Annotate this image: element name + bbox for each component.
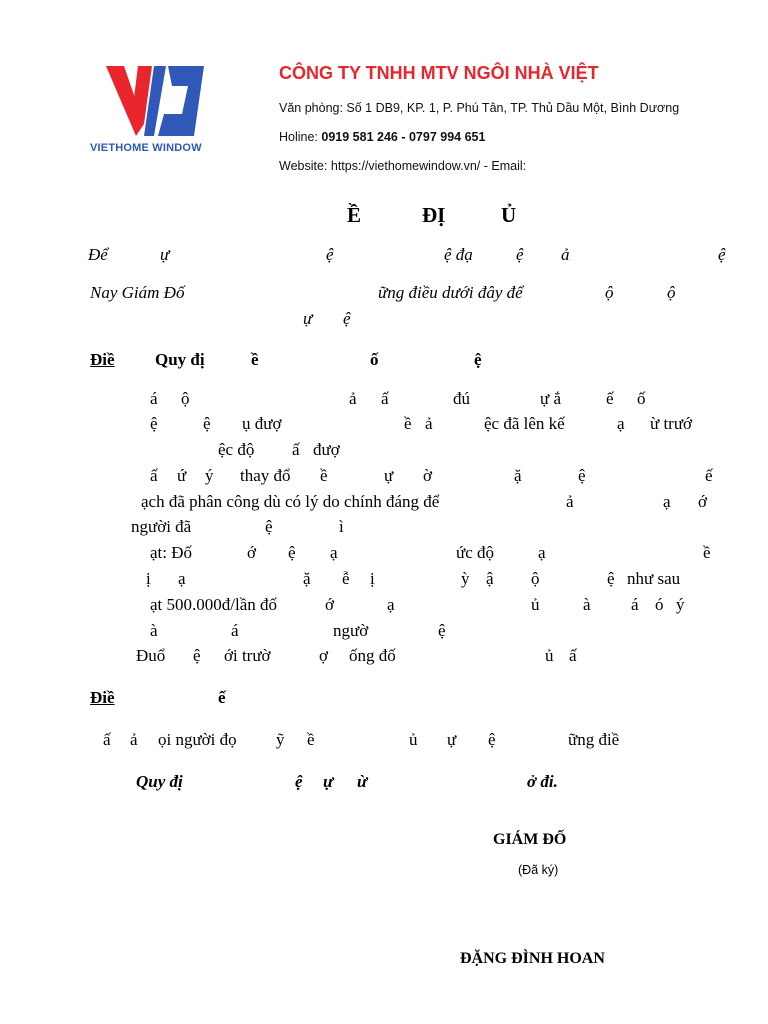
article1-fragment: thay đổ [240, 466, 291, 485]
article1-fragment: ờ [423, 466, 432, 485]
article1-fragment: á [150, 389, 158, 408]
article1-fragment: ệc độ [218, 440, 255, 459]
article2-fragment: ững điề [568, 730, 620, 749]
article1-fragment: ộ [531, 569, 540, 588]
article1-fragment: ề [320, 466, 328, 485]
article1-fragment: ạt 500.000đ/lần đố [150, 595, 278, 614]
article1-fragment: người đã [131, 517, 192, 536]
intro-fragment: ộ [667, 283, 676, 302]
company-name: CÔNG TY TNHH MTV NGÔI NHÀ VIỆT [279, 63, 599, 83]
article2-fragment: ừ [357, 772, 368, 791]
article1-fragment: ụ đượ [242, 414, 282, 433]
article2-heading-label: Điề [90, 688, 115, 707]
article1-fragment: ệ [203, 414, 211, 433]
article1-fragment: ạ [330, 543, 338, 562]
signed-note: (Đã ký) [518, 863, 559, 877]
company-logo [90, 64, 224, 160]
article2-fragment: ủ [409, 730, 418, 749]
article1-heading-label: Điề [90, 350, 115, 369]
article1-fragment: ế [705, 466, 713, 485]
article1-fragment: ống đố [349, 646, 396, 665]
article1-fragment: ạ [663, 492, 671, 511]
article1-heading: ề [251, 350, 259, 369]
hotline-label: Holine: [279, 130, 322, 144]
article1-fragment: à [150, 621, 158, 640]
intro-fragment: Nay Giám Đố [90, 283, 185, 302]
article1-heading: ố [370, 350, 379, 369]
article1-fragment: ộ [181, 389, 190, 408]
hotline-value: 0919 581 246 - 0797 994 651 [321, 130, 486, 144]
article2-heading: ế [218, 688, 226, 707]
article1-fragment: ì [339, 517, 344, 536]
intro-fragment: ệ [326, 245, 334, 264]
logo-text: VIETHOME WINDOW [90, 142, 202, 154]
article1-fragment: ệ [607, 569, 615, 588]
article1-fragment: ứ [177, 466, 187, 485]
signature-title: GIÁM ĐỐ [493, 831, 567, 848]
article1-fragment: ợ [319, 646, 328, 665]
article2-fragment: ở đi. [527, 772, 558, 791]
article2-fragment: ự [447, 730, 457, 749]
article1-fragment: ớ [247, 543, 256, 562]
article1-fragment: ề [404, 414, 412, 433]
article1-fragment: ấ [150, 466, 158, 485]
article1-fragment: á [631, 595, 639, 614]
article1-fragment: ự [384, 466, 394, 485]
article1-fragment: ấ [569, 646, 577, 665]
article1-fragment: ệ [193, 646, 201, 665]
article1-fragment: ạt: Đố [150, 543, 193, 562]
article1-fragment: ớ [325, 595, 334, 614]
article2-fragment: ề [307, 730, 315, 749]
article1-fragment: ạ [617, 414, 625, 433]
article1-fragment: ặ [303, 569, 311, 588]
article1-fragment: ệ [150, 414, 158, 433]
article1-fragment: ạ [538, 543, 546, 562]
article1-fragment: ạch đã phân công dù có lý do chính đáng để [141, 492, 440, 511]
article1-fragment: ả [425, 414, 433, 433]
article1-fragment: đượ [313, 440, 340, 459]
article1-fragment: ệ [438, 621, 446, 640]
article1-fragment: ệ [578, 466, 586, 485]
article2-fragment: ả [130, 730, 138, 749]
intro-fragment: Để [88, 245, 108, 264]
website: Website: https://viethomewindow.vn/ - Email: [279, 159, 527, 173]
hotline [279, 130, 485, 144]
article1-fragment: ặ [514, 466, 522, 485]
article1-fragment: ị [146, 569, 151, 588]
article1-fragment: ó [655, 595, 664, 614]
intro-fragment: ả [561, 245, 570, 264]
title-part-2: ĐỊ [422, 203, 446, 227]
article1-fragment: ế [606, 389, 614, 408]
signatory-name: ĐẶNG ĐÌNH HOAN [460, 950, 605, 967]
article1-fragment: ngườ [333, 621, 369, 640]
intro-fragment: ự [160, 245, 170, 264]
article1-fragment: ừ trướ [650, 414, 693, 433]
article1-fragment: Đuổ [136, 646, 166, 665]
article1-fragment: ự ắ [540, 389, 562, 408]
intro-fragment: ệ đạ [444, 245, 473, 264]
article1-fragment: ức độ [456, 543, 495, 562]
article1-fragment: ý [676, 595, 685, 614]
title-part-3: Ủ [501, 203, 517, 227]
article1-fragment: ạ [178, 569, 186, 588]
article2-fragment: ệ [295, 772, 303, 791]
article1-fragment: ới trườ [224, 646, 271, 665]
office-address: Văn phòng: Số 1 DB9, KP. 1, P. Phú Tân, TP. Thủ Dầu Một, Bình Dương [279, 101, 680, 115]
article2-fragment: ọi người đọ [158, 730, 237, 749]
article1-fragment: ấ [292, 440, 300, 459]
title-part-1: Ề [347, 203, 362, 227]
article1-fragment: ề [703, 543, 711, 562]
article2-fragment: ệ [488, 730, 496, 749]
article1-fragment: á [231, 621, 239, 640]
article1-fragment: ị [370, 569, 375, 588]
article1-fragment: ủ [545, 646, 554, 665]
article1-fragment: ệc đã lên kế [484, 414, 565, 433]
article1-fragment: ớ [698, 492, 707, 511]
intro-fragment: ững điều dưới đây để [378, 283, 523, 302]
intro-fragment: ự [303, 309, 313, 328]
article1-fragment: ố [637, 389, 646, 408]
article2-fragment: Quy đị [136, 772, 183, 791]
article1-fragment: ạ [387, 595, 395, 614]
article1-fragment: ệ [265, 517, 273, 536]
intro-fragment: ệ [718, 245, 726, 264]
article2-fragment: ự [323, 772, 334, 791]
article1-heading: Quy đị [155, 350, 205, 369]
article1-fragment: như sau [627, 569, 681, 588]
article1-fragment: ệ [288, 543, 296, 562]
article1-fragment: ỳ [461, 569, 470, 588]
article2-fragment: ấ [103, 730, 111, 749]
article1-fragment: ả [566, 492, 574, 511]
intro-fragment: ệ [516, 245, 524, 264]
article1-fragment: à [583, 595, 591, 614]
intro-fragment: ộ [605, 283, 614, 302]
article1-fragment: ả [349, 389, 357, 408]
article1-fragment: ễ [342, 569, 350, 588]
article1-fragment: ậ [486, 569, 494, 588]
article1-fragment: ủ [531, 595, 540, 614]
article2-fragment: ỹ [276, 730, 285, 749]
article1-fragment: ý [205, 466, 214, 485]
article1-fragment: đú [453, 389, 470, 408]
intro-fragment: ệ [343, 309, 351, 328]
article1-heading: ệ [474, 350, 482, 369]
article1-fragment: ấ [381, 389, 389, 408]
